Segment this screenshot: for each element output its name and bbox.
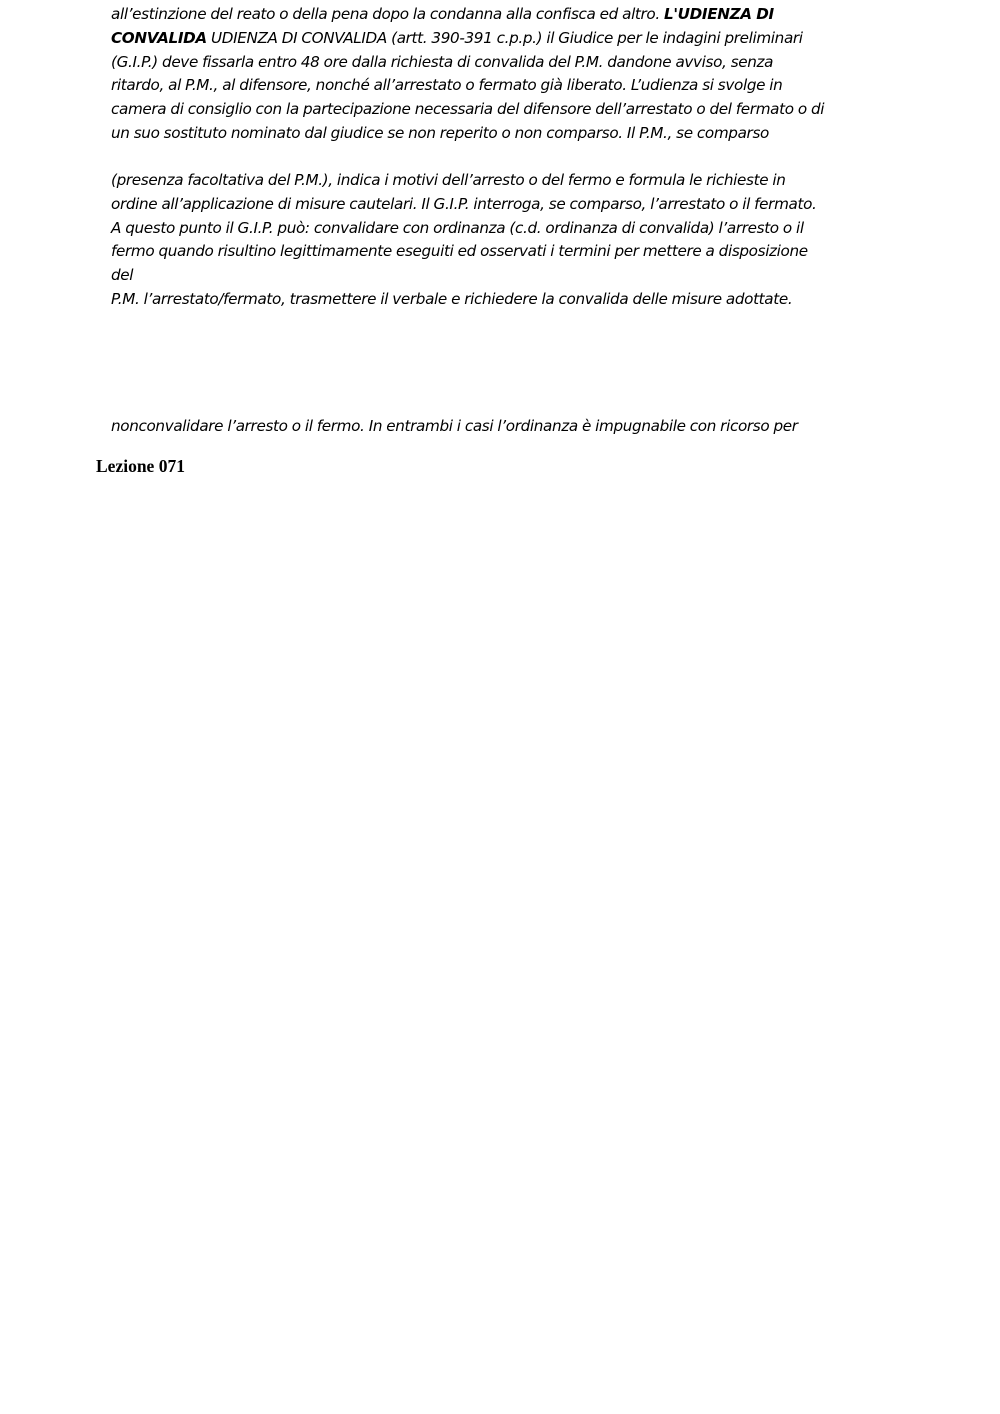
section-heading-inline: CONVALIDA [111, 28, 207, 47]
text-line: camera di consiglio con la partecipazione necessaria del difensore dell’arrestato o del fermato o di [111, 100, 825, 119]
text-line: (G.I.P.) deve fissarla entro 48 ore dalla richiesta di convalida del P.M. dandone avviso, senza [111, 52, 774, 71]
text-line: ritardo, al P.M., al difensore, nonché all’arrestato o fermato già liberato. L’udienza si svolge in [111, 76, 783, 95]
paragraph-udienza-di-convalida [111, 3, 891, 146]
text-line: ordine all’applicazione di misure cautelari. Il G.I.P. interroga, se comparso, l’arrestato o il fermato. [111, 194, 817, 213]
text-run: all’estinzione del reato o della pena dopo la condanna alla confisca ed altro. [111, 5, 665, 23]
text-line: un suo sostituto nominato dal giudice se non reperito o non comparso. Il P.M., se comparso [111, 123, 769, 142]
text-line: P.M. l’arrestato/fermato, trasmettere il verbale e richiedere la convalida delle misure adottate. [111, 289, 793, 308]
text-line: nonconvalidare l’arresto o il fermo. In entrambi i casi l’ordinanza è impugnabile con ricorso per [111, 417, 798, 435]
text-line: (presenza facoltativa del P.M.), indica i motivi dell’arresto o del fermo e formula le richieste in [111, 171, 786, 189]
lesson-heading: Lezione 071 [96, 456, 185, 476]
paragraph-convalida-gip [111, 169, 891, 312]
text-line [111, 27, 891, 51]
text-run: UDIENZA DI CONVALIDA (artt. 390-391 c.p.p.) il Giudice per le indagini preliminari [206, 28, 803, 47]
text-line: A questo punto il G.I.P. può: convalidare con ordinanza (c.d. ordinanza di convalida) l’arresto o il [111, 218, 804, 237]
text-line: fermo quando risultino legittimamente eseguiti ed osservati i termini per mettere a disposizione [111, 242, 808, 261]
paragraph-non-convalida [111, 415, 891, 439]
section-heading-inline: L'UDIENZA DI [664, 5, 774, 23]
text-line [111, 3, 891, 27]
text-line: del [111, 266, 134, 285]
